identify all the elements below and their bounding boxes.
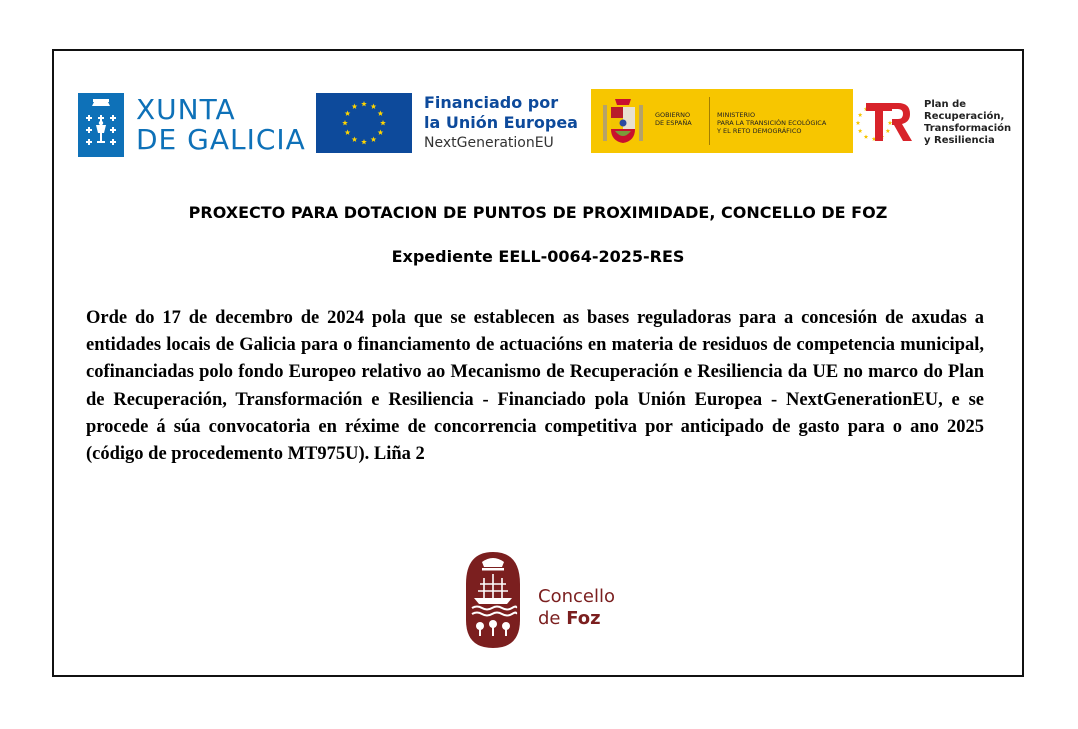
star-icon (888, 121, 893, 125)
concello-foz-logo (460, 548, 640, 652)
xunta-logo (78, 93, 318, 157)
prtr-wordmark: Plan de Recuperación, Transformación y Resiliencia (924, 99, 1012, 146)
xunta-line1: XUNTA (136, 93, 236, 126)
star-icon (856, 121, 861, 125)
gobierno-logo (591, 89, 853, 153)
concello-line2 (538, 608, 601, 629)
prtr-logo (854, 91, 1024, 157)
concello-line1: Concello (538, 586, 615, 607)
concello-line2-bold: Foz (566, 608, 601, 629)
expediente-number: Expediente EELL-0064-2025-RES (391, 247, 685, 266)
eu-line2: la Unión Europea (424, 113, 578, 132)
xunta-wordmark (136, 95, 306, 155)
eu-line3: NextGenerationEU (424, 135, 554, 151)
eu-flag-icon (316, 93, 412, 153)
concello-line2-prefix: de (538, 608, 567, 629)
gobierno-separator (709, 97, 710, 145)
concello-foz-emblem-icon (460, 548, 526, 652)
logo-banner (54, 51, 1022, 171)
star-icon (886, 129, 891, 133)
prtr-mark-icon (854, 95, 916, 147)
star-icon (858, 129, 863, 133)
star-icon (858, 113, 863, 117)
document-title: PROXECTO PARA DOTACION DE PUNTOS DE PROXIMIDADE, CONCELLO DE FOZ (188, 203, 888, 222)
ministerio-name: MINISTERIO PARA LA TRANSICIÓN ECOLÓGICA Y EL RETO DEMOGRÁFICO (717, 111, 827, 135)
xunta-line2: DE GALICIA (136, 123, 306, 156)
xunta-shield-icon (78, 93, 124, 157)
document-frame (52, 49, 1024, 677)
eu-line1: Financiado por (424, 93, 559, 112)
eu-funding-logo (316, 93, 588, 153)
star-icon (864, 134, 869, 138)
gobierno-name: GOBIERNO DE ESPAÑA (655, 111, 692, 127)
document-body: Orde do 17 de decembro de 2024 pola que se establecen as bases reguladoras para a concesión de axudas a entidades locais de Galicia para o financiamento de actuacións en materia de residuos de competencia municipal, cofinanciadas polo fondo Europeo relativo ao Mecanismo de Recuperación e Resiliencia da UE no marco do Plan de Recuperación, Transformación e Resiliencia - Financiado pola Unión Europea - NextGenerationEU, e se procede á súa convocatoria en réxime de concorrencia competitiva por anticipado de gasto para o ano 2025 (código de procedemento MT975U). Liña 2 (86, 308, 984, 465)
spain-coat-of-arms-icon (601, 95, 645, 147)
